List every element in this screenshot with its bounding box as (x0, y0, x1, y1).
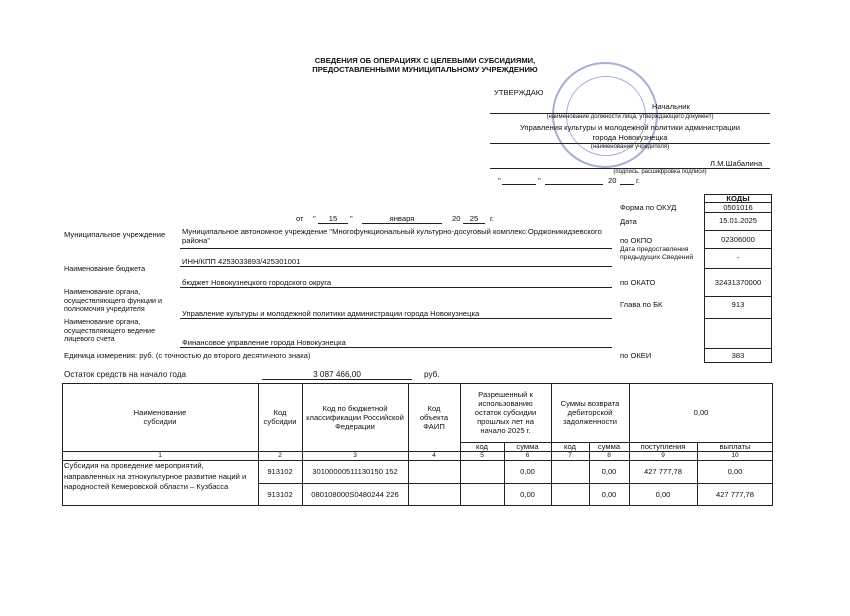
th-sub-code2: код (564, 442, 576, 451)
th-allowed: Разрешенный к использованию остаток субсидии прошлых лет на начало 2025 г. (474, 390, 537, 435)
unit-label: Единица измерения: руб. (с точностью до второго десятичного знака) (64, 351, 311, 360)
col-num: 1 (158, 452, 162, 459)
code-label-okpo: по ОКПО (620, 236, 653, 245)
th-ops: 0,00 (693, 408, 709, 417)
account-label: Наименование органа, осуществляющего ведение лицевого счета (64, 317, 156, 343)
cell-refund-sum: 0,00 (601, 467, 617, 476)
sign-hint: (подпись, расшифровка подписи) (613, 169, 707, 175)
cell-income: 0,00 (655, 490, 671, 499)
code-label-date: Дата (620, 217, 637, 226)
approve-signer: Л.М.Шабалина (710, 159, 763, 168)
title-line-2: ПРЕДОСТАВЛЕННЫМИ МУНИЦИПАЛЬНОМУ УЧРЕЖДЕНИЮ (312, 65, 538, 74)
code-value-prev-date: - (736, 253, 740, 262)
approve-date-year: 20 (608, 176, 617, 185)
cell-refund-sum: 0,00 (601, 490, 617, 499)
approve-position: Начальник (652, 102, 690, 111)
date-year-prefix: 20 (452, 214, 461, 223)
cell-payments: 0,00 (727, 467, 743, 476)
budget-label: Наименование бюджета (64, 264, 146, 273)
col-num: 8 (607, 452, 611, 459)
code-label-okato: по ОКАТО (620, 278, 656, 287)
th-faip: Код объекта ФАИП (419, 403, 449, 431)
approve-label: УТВЕРЖДАЮ (494, 88, 544, 97)
col-num: 6 (525, 452, 530, 459)
code-label-glava: Глава по БК (620, 300, 663, 309)
approve-org-line2: города Новокузнецка (592, 133, 668, 142)
col-num: 3 (353, 452, 357, 459)
budget-value: бюджет Новокузнецкого городского округа (182, 278, 332, 287)
code-value-glava: 913 (731, 300, 745, 309)
col-num: 10 (731, 452, 739, 459)
founder-label: Наименование органа, осуществляющего функции и полномочия учредителя (64, 287, 163, 313)
date-day: 15 (328, 214, 338, 223)
position-hint: (наименование должности лица, утверждающего документ) (546, 114, 714, 120)
th-sub-sum2: сумма (597, 442, 621, 451)
th-code: Код субсидии (263, 408, 297, 426)
balance-unit: руб. (424, 370, 440, 379)
balance-value: 3 087 466,00 (313, 370, 361, 379)
title-line-1: СВЕДЕНИЯ ОБ ОПЕРАЦИЯХ С ЦЕЛЕВЫМИ СУБСИДИЯМИ, (314, 56, 536, 65)
th-sub-code1: код (476, 442, 488, 451)
date-year: 25 (469, 214, 479, 223)
code-label-prev-date: Дата предоставления предыдущих Сведений (620, 246, 694, 261)
col-num: 4 (432, 452, 436, 459)
cell-code: 913102 (267, 490, 293, 499)
code-value-okpo: 02306000 (721, 235, 755, 244)
code-value-okato: 32431370000 (714, 278, 762, 287)
codes-header: КОДЫ (726, 194, 750, 203)
date-suffix: г. (490, 214, 494, 223)
cell-payments: 427 777,78 (715, 490, 754, 499)
col-num: 2 (278, 452, 282, 459)
code-label-okei: по ОКЕИ (620, 351, 652, 360)
col-num: 5 (480, 452, 484, 459)
date-month: января (389, 214, 415, 223)
cell-allowed-sum: 0,00 (520, 467, 535, 476)
cell-code: 913102 (267, 467, 293, 476)
col-num: 7 (568, 452, 572, 459)
col-num: 9 (661, 452, 665, 459)
date-quote1: " (313, 214, 316, 223)
th-kbk: Код по бюджетной классификации Российской Федерации (306, 403, 404, 431)
cell-kbk: 30100000511130150 152 (312, 467, 398, 476)
balance-label: Остаток средств на начало года (64, 370, 187, 379)
approve-date-suffix: г. (636, 176, 640, 185)
cell-allowed-sum: 0,00 (520, 490, 535, 499)
date-quote2: " (350, 214, 353, 223)
th-name: Наименование субсидии (133, 408, 187, 426)
cell-income: 427 777,78 (643, 467, 682, 476)
institution-value: Муниципальное автономное учреждение "Многофункциональный культурно-досуговый комплекс Орджоникидзевского района" (182, 227, 602, 245)
date-prefix: от (296, 214, 304, 223)
account-value: Финансовое управление города Новокузнецка (182, 338, 346, 347)
code-value-okud: 0501016 (723, 203, 753, 212)
founder-value: Управление культуры и молодежной политики администрации города Новокузнецка (182, 309, 480, 318)
code-label-okud: Форма по ОКУД (620, 203, 677, 212)
th-refund: Суммы возврата дебиторской задолженности (560, 399, 620, 426)
org-hint: (наименование учредителя) (590, 144, 670, 150)
code-value-okei: 383 (731, 351, 745, 360)
institution-label: Муниципальное учреждение (64, 230, 166, 239)
inn-kpp: ИНН/КПП 4253033893/425301001 (182, 257, 301, 266)
th-income: поступления (640, 442, 686, 451)
approve-date-quote1: " (498, 176, 501, 185)
subsidy-name: Субсидия на проведение мероприятий, направленных на этнокультурное развитие наций и народностей Кемеровской области – Кузбасса (64, 461, 247, 491)
th-payments: выплаты (719, 442, 751, 451)
cell-kbk: 080108000S0480244 226 (311, 490, 399, 499)
th-sub-sum1: сумма (516, 442, 539, 451)
approve-org-line1: Управления культуры и молодежной политики администрации (519, 123, 741, 132)
approve-date-quote2: " (538, 176, 541, 185)
code-value-date: 15.01.2025 (718, 216, 757, 225)
